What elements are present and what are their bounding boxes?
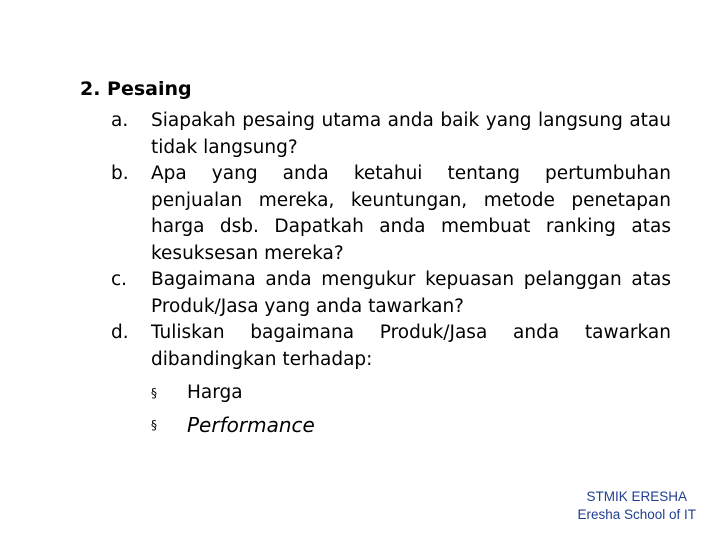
item-letter: c. bbox=[111, 269, 128, 290]
footer-line-institution: STMIK ERESHA bbox=[586, 489, 687, 504]
bullet-text: Performance bbox=[187, 413, 315, 437]
list-item-b bbox=[111, 161, 671, 267]
item-text: Tuliskan bagaimana Produk/Jasa anda tawarkan dibandingkan terhadap: bbox=[151, 322, 671, 370]
section-heading: 2. Pesaing bbox=[80, 78, 192, 100]
list-item-c bbox=[111, 267, 671, 320]
footer-credit bbox=[577, 488, 696, 524]
list-item-d bbox=[111, 320, 671, 441]
question-list bbox=[111, 108, 671, 441]
item-text: Siapakah pesaing utama anda baik yang langsung atau tidak langsung? bbox=[151, 110, 671, 158]
item-text: Bagaimana anda mengukur kepuasan pelanggan atas Produk/Jasa yang anda tawarkan? bbox=[151, 269, 671, 317]
footer-line-tagline: Eresha School of IT bbox=[577, 507, 696, 522]
sub-bullet-harga bbox=[151, 377, 671, 409]
sub-bullet-performance bbox=[151, 409, 671, 441]
item-letter: d. bbox=[111, 322, 129, 343]
bullet-text: Harga bbox=[187, 382, 243, 403]
list-item-a bbox=[111, 108, 671, 161]
item-text: Apa yang anda ketahui tentang pertumbuhan penjualan mereka, keuntungan, metode penetapan harga dsb. Dapatkah anda membuat ranking atas kesuksesan mereka? bbox=[151, 163, 671, 264]
item-letter: b. bbox=[111, 163, 129, 184]
square-bullet-icon: § bbox=[151, 418, 157, 432]
item-letter: a. bbox=[111, 110, 129, 131]
sub-bullet-list bbox=[151, 377, 671, 441]
square-bullet-icon: § bbox=[151, 386, 157, 400]
